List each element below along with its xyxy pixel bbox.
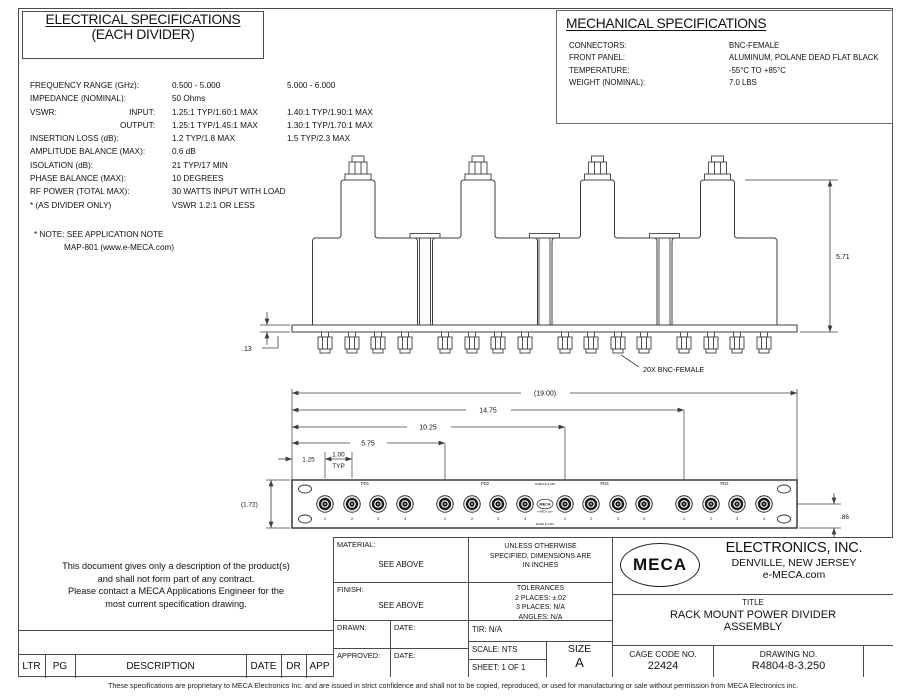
svg-text:2: 2 [350, 517, 354, 521]
bnc-connector [729, 496, 745, 512]
svg-text:3: 3 [376, 517, 380, 521]
spec-row: OUTPUT: 1.25:1 TYP/1.45:1 MAX 1.30:1 TYP/1.70:1 MAX [119, 120, 373, 130]
bnc-connector [370, 496, 386, 512]
spec-row: ISOLATION (dB): 21 TYP/17 MIN [30, 160, 228, 170]
revision-table [18, 630, 333, 678]
dim-0-86: .86 [840, 514, 849, 521]
spec-row: WEIGHT (NOMINAL): 7.0 LBS [569, 78, 757, 88]
bnc-connector [676, 496, 692, 512]
dim-5-75: 5.75 [361, 440, 375, 448]
dim-height-label: 5.71 [836, 254, 850, 261]
divider-body [433, 180, 538, 325]
bnc-connector [517, 496, 533, 512]
scale-cell: SCALE: NTS [469, 642, 547, 660]
bnc-connector [437, 496, 453, 512]
spec-row: RF POWER (TOTAL MAX): 30 WATTS INPUT WITH LOAD [30, 187, 286, 197]
dim-panel-thickness [260, 312, 290, 348]
spec-row: FREQUENCY RANGE (GHz): 0.500 - 5.000 5.000 - 6.000 [30, 81, 336, 90]
application-note [34, 228, 174, 254]
title-block [333, 537, 893, 677]
mounting-slot [299, 485, 312, 493]
divider-body [552, 180, 657, 325]
finish-cell: FINISH: SEE ABOVE [334, 583, 469, 621]
bnc-connector [317, 496, 333, 512]
rack-panel-edge [292, 325, 797, 332]
panel-site-text: e-MECA.com [537, 510, 553, 514]
spec-row: INSERTION LOSS (dB): 1.2 TYP/1.8 MAX 1.5 TYP/2.3 MAX [30, 134, 351, 144]
dim-thickness-label: .13 [242, 346, 252, 353]
panel-model-text: R4804-8-3.250 [534, 482, 556, 486]
bnc-connector [583, 496, 599, 512]
svg-text:4: 4 [403, 517, 407, 521]
rev-col-ltr: LTR [18, 655, 46, 678]
spec-row: AMPLITUDE BALANCE (MAX): 0.6 dB [30, 147, 196, 157]
svg-text:1: 1 [563, 517, 567, 521]
dim-1-25: 1.25 [302, 456, 315, 464]
group-label-pd4: PD4 [720, 481, 729, 486]
group-label-pd2: PD2 [480, 481, 490, 486]
group-label-pd1: PD1 [360, 481, 370, 486]
application-note-line1: * NOTE: SEE APPLICATION NOTE [34, 230, 164, 239]
electrical-specs-subtitle: (EACH DIVIDER) [91, 27, 195, 42]
mounting-slot [299, 515, 312, 523]
svg-text:4: 4 [642, 517, 646, 521]
bnc-connector [490, 496, 506, 512]
cage-code-cell: CAGE CODE NO. 22424 [613, 646, 714, 677]
company-cell [613, 538, 893, 595]
front-panel-drawing [240, 385, 870, 555]
drawing-number-value: R4804-8-3.250 [751, 660, 826, 672]
svg-text:4: 4 [523, 517, 527, 521]
bnc-connector [636, 496, 652, 512]
dim-10-25: 10.25 [419, 424, 437, 432]
bnc-connector [703, 496, 719, 512]
dim-1-00: 1.00 [332, 451, 345, 459]
svg-text:2: 2 [709, 517, 713, 521]
material-cell: MATERIAL: SEE ABOVE [334, 538, 469, 583]
meca-logo: MECA [620, 543, 700, 587]
dim-typ: TYP [332, 462, 345, 470]
rev-col-app: APP [309, 661, 330, 672]
mounting-slot [778, 485, 791, 493]
spec-row: PHASE BALANCE (MAX): 10 DEGREES [30, 174, 224, 184]
meca-logo-text: MECA [539, 502, 551, 507]
sheet-cell: SHEET: 1 OF 1 [469, 660, 547, 677]
approved-date-cell: DATE: [391, 649, 469, 677]
dim-overall: (19.00) [533, 390, 557, 398]
tolerances-cell: TOLERANCES 2 PLACES: ±.02 3 PLACES: N/A ANGLES: N/A [469, 583, 613, 621]
mechanical-specs-title: MECHANICAL SPECIFICATIONS [566, 16, 767, 31]
cage-code-value: 22424 [647, 660, 679, 672]
drawn-cell: DRAWN: [334, 621, 391, 649]
mechanical-specs-box [556, 10, 893, 124]
size-cell: SIZE A [547, 642, 613, 677]
svg-text:2: 2 [470, 517, 474, 521]
bnc-connector [610, 496, 626, 512]
svg-text:1: 1 [682, 517, 686, 521]
divider-body [672, 180, 777, 325]
rev-col-pg: PG [45, 655, 76, 678]
spec-row: IMPEDANCE (NOMINAL): 50 Ohms [30, 94, 206, 104]
drawing-title-cell: TITLE RACK MOUNT POWER DIVIDER ASSEMBLY [613, 595, 893, 646]
dim-panel-height: (1.72) [241, 501, 258, 509]
svg-text:4: 4 [762, 517, 766, 521]
drawn-date-cell: DATE: [391, 621, 469, 649]
svg-text:3: 3 [735, 517, 739, 521]
spec-row: VSWR: INPUT: 1.25:1 TYP/1.60:1 MAX 1.40:1 TYP/1.90:1 MAX [30, 107, 373, 117]
drawing-number-cell: DRAWING NO. R4804-8-3.250 [714, 646, 864, 677]
panel-origin-text: MADE IN USA [535, 522, 555, 526]
rev-col-date: DATE [246, 655, 282, 678]
input-connectors [345, 156, 731, 180]
spec-row: * (AS DIVIDER ONLY) VSWR 1.2:1 OR LESS [30, 200, 255, 210]
rev-col-dr: DR [281, 655, 307, 678]
dim-14-75: 14.75 [479, 407, 497, 415]
electrical-specs-title: ELECTRICAL SPECIFICATIONS [45, 12, 241, 27]
bnc-connector [756, 496, 772, 512]
approved-cell: APPROVED: [334, 649, 391, 677]
application-note-line2: MAP-801 (www.e-MECA.com) [64, 243, 175, 252]
group-label-pd3: PD3 [600, 481, 609, 486]
disclaimer-note: This document gives only a description of the product(s) and shall not form part of any contract. Please contact a MECA Applications Engineer for the most current specification drawing. [62, 561, 290, 609]
spec-row: CONNECTORS: BNC-FEMALE [569, 41, 780, 50]
mounting-slot [778, 515, 791, 523]
empty-cell [864, 646, 894, 677]
output-connectors [318, 332, 771, 353]
rev-col-description: DESCRIPTION [75, 655, 247, 678]
divider-body [313, 180, 418, 325]
drawing-title-line2: ASSEMBLY [723, 621, 783, 633]
svg-text:2: 2 [589, 517, 593, 521]
drawing-title-line1: RACK MOUNT POWER DIVIDER [669, 609, 837, 621]
svg-text:3: 3 [496, 517, 500, 521]
mechanical-specs-table [569, 41, 889, 91]
svg-text:1: 1 [323, 517, 327, 521]
spec-row: TEMPERATURE: -55°C TO +85°C [569, 65, 786, 75]
company-info: ELECTRONICS, INC. DENVILLE, NEW JERSEY e-MECA.com [725, 540, 863, 581]
proprietary-notice: These specifications are proprietary to MECA Electronics Inc. and are issued in strict confidence and shall not to be copied, reproduced, or used for manufacturing or sale without permission from MECA Electronics inc. [108, 681, 798, 690]
tir-cell: TIR: N/A [469, 621, 613, 642]
callout-leader [621, 355, 639, 367]
electrical-specs-title-box [22, 11, 264, 59]
bnc-connector [557, 496, 573, 512]
units-note-cell: UNLESS OTHERWISE SPECIFIED, DIMENSIONS ARE IN INCHES [469, 538, 613, 583]
connector-callout: 20X BNC-FEMALE [643, 365, 705, 374]
revision-header-row [18, 654, 333, 678]
bnc-connector [397, 496, 413, 512]
svg-text:3: 3 [616, 517, 620, 521]
spec-row: FRONT PANEL: ALUMINUM, POLANE DEAD FLAT BLACK [569, 53, 879, 63]
side-view-drawing [240, 148, 870, 378]
bnc-connector [464, 496, 480, 512]
bnc-connector [344, 496, 360, 512]
svg-text:1: 1 [443, 517, 447, 521]
